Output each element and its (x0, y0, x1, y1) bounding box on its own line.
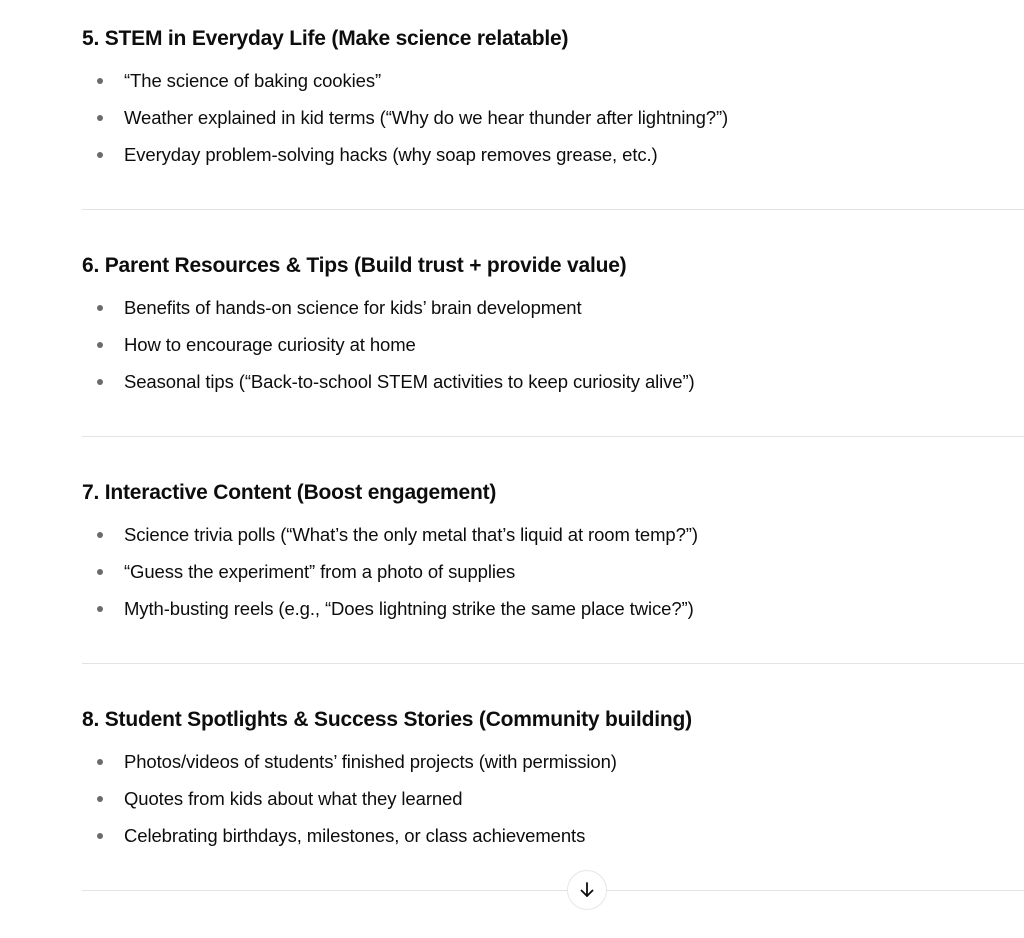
list-item: Benefits of hands-on science for kids’ brain development (82, 289, 1024, 326)
list-item: Photos/videos of students’ finished projects (with permission) (82, 743, 1024, 780)
list-item: Myth-busting reels (e.g., “Does lightning strike the same place twice?”) (82, 590, 1024, 627)
list-item: Everyday problem-solving hacks (why soap removes grease, etc.) (82, 136, 1024, 173)
bullet-icon (97, 833, 103, 839)
section-5 (82, 25, 1024, 173)
bullet-icon (97, 569, 103, 575)
list-item: “Guess the experiment” from a photo of supplies (82, 553, 1024, 590)
scroll-to-bottom-button[interactable] (567, 870, 607, 910)
bullet-icon (97, 115, 103, 121)
bullet-icon (97, 342, 103, 348)
section-heading: 5. STEM in Everyday Life (Make science relatable) (82, 27, 569, 50)
list-item: Science trivia polls (“What’s the only metal that’s liquid at room temp?”) (82, 516, 1024, 553)
section-7 (82, 479, 1024, 627)
list-item: Quotes from kids about what they learned (82, 780, 1024, 817)
bullet-icon (97, 532, 103, 538)
section-heading: 7. Interactive Content (Boost engagement) (82, 481, 497, 504)
list-item: Weather explained in kid terms (“Why do we hear thunder after lightning?”) (82, 99, 1024, 136)
bullet-icon (97, 759, 103, 765)
divider (82, 436, 1024, 437)
divider (82, 209, 1024, 210)
bullet-icon (97, 305, 103, 311)
arrow-down-icon (577, 880, 597, 900)
list-item: Seasonal tips (“Back-to-school STEM activities to keep curiosity alive”) (82, 363, 1024, 400)
bullet-list (82, 743, 1024, 854)
bullet-list (82, 516, 1024, 627)
divider (82, 663, 1024, 664)
section-8 (82, 706, 1024, 854)
bullet-icon (97, 152, 103, 158)
section-heading: 8. Student Spotlights & Success Stories (Community building) (82, 708, 692, 731)
list-item: “The science of baking cookies” (82, 62, 1024, 99)
bullet-icon (97, 78, 103, 84)
section-6 (82, 252, 1024, 400)
bullet-icon (97, 796, 103, 802)
bullet-icon (97, 379, 103, 385)
list-item: How to encourage curiosity at home (82, 326, 1024, 363)
divider (82, 890, 1024, 891)
list-item: Celebrating birthdays, milestones, or class achievements (82, 817, 1024, 854)
bullet-list (82, 289, 1024, 400)
bullet-list (82, 62, 1024, 173)
bullet-icon (97, 606, 103, 612)
section-heading: 6. Parent Resources & Tips (Build trust + provide value) (82, 254, 627, 277)
